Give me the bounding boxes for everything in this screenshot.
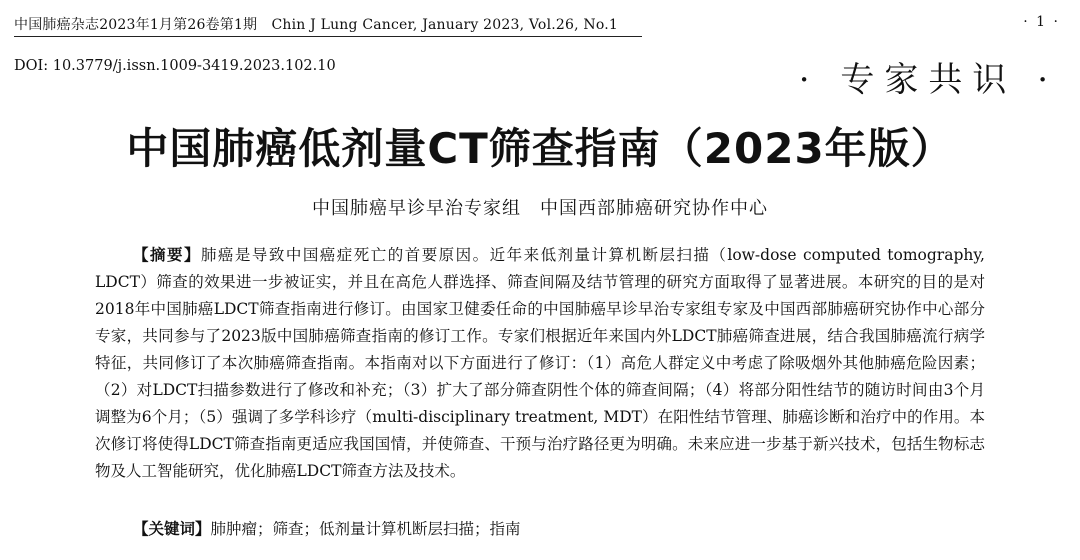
doi: DOI: 10.3779/j.issn.1009-3419.2023.102.10 xyxy=(14,58,336,74)
keywords-label: 【关键词】 xyxy=(133,520,211,538)
abstract xyxy=(95,242,985,485)
running-header: 中国肺癌杂志2023年1月第26卷第1期 Chin J Lung Cancer, January 2023, Vol.26, No.1 xyxy=(14,17,618,33)
article-title: 中国肺癌低剂量CT筛查指南（2023年版） xyxy=(126,124,954,173)
page-number: · 1 · xyxy=(1023,14,1060,30)
keywords-text: 肺肿瘤；筛查；低剂量计算机断层扫描；指南 xyxy=(210,520,521,538)
abstract-label: 【摘要】 xyxy=(133,246,201,264)
column-tag: · 专家共识 · xyxy=(798,60,1058,100)
keywords xyxy=(95,516,985,543)
header-rule xyxy=(14,36,642,37)
authors: 中国肺癌早诊早治专家组 中国西部肺癌研究协作中心 xyxy=(312,198,768,219)
abstract-text: 肺癌是导致中国癌症死亡的首要原因。近年来低剂量计算机断层扫描（low-dose computed tomography, LDCT）筛查的效果进一步被证实，并且在高危人群选择、筛查间隔及结节管理的研究方面取得了显著进展。本研究的目的是对2018年中国肺癌LDCT筛查指南进行修订。由国家卫健委任命的中国肺癌早诊早治专家组专家及中国西部肺癌研究协作中心部分专家，共同参与了2023版中国肺癌筛查指南的修订工作。专家们根据近年来国内外LDCT肺癌筛查进展，结合我国肺癌流行病学特征，共同修订了本次肺癌筛查指南。本指南对以下方面进行了修订：（1）高危人群定义中考虑了除吸烟外其他肺癌危险因素；（2）对LDCT扫描参数进行了修改和补充；（3）扩大了部分筛查阴性个体的筛查间隔；（4）将部分阳性结节的随访时间由3个月调整为6个月；（5）强调了多学科诊疗（multi-disciplinary treatment, MDT）在阳性结节管理、肺癌诊断和治疗中的作用。本次修订将使得LDCT筛查指南更适应我国国情，并使筛查、干预与治疗路径更为明确。未来应进一步基于新兴技术，包括生物标志物及人工智能研究，优化肺癌LDCT筛查方法及技术。 xyxy=(95,246,985,480)
